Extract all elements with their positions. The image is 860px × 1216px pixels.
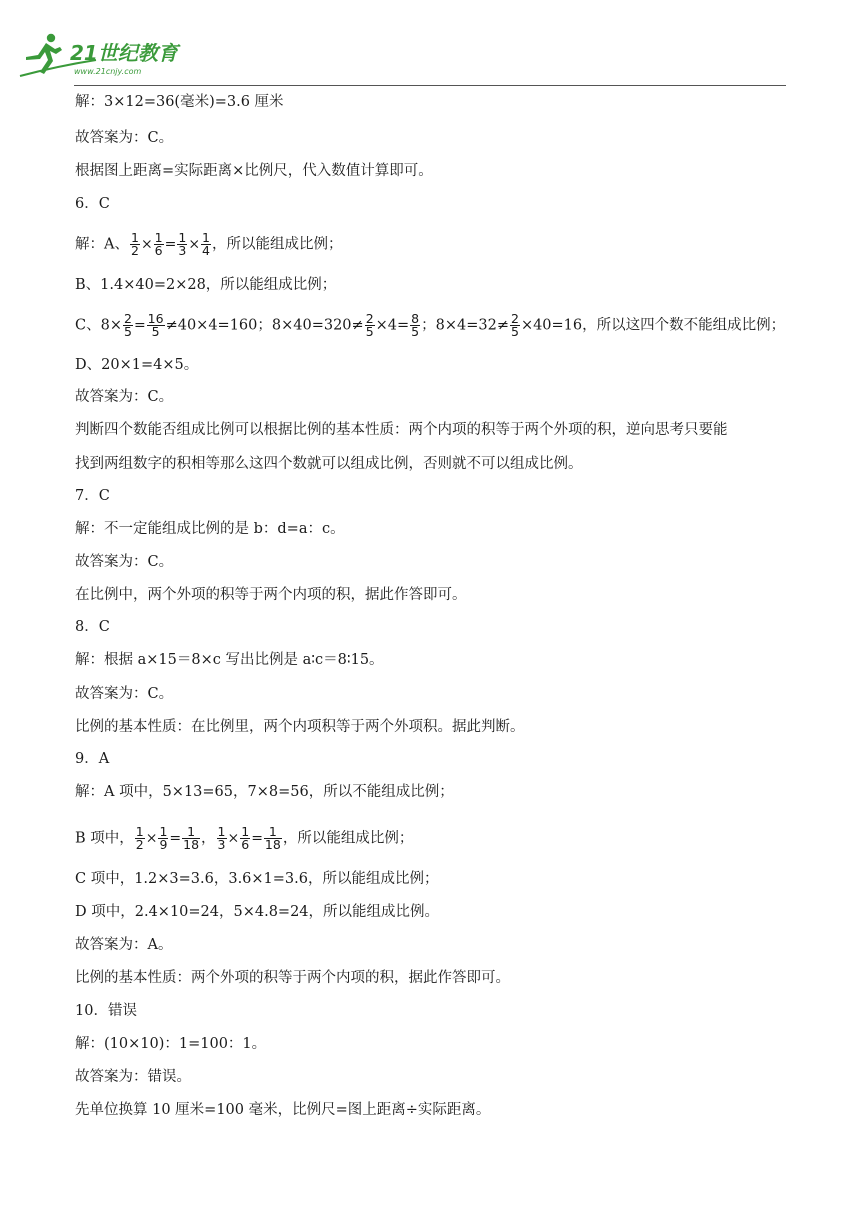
text-line: 故答案为：C。 [75, 554, 174, 570]
denominator: 5 [151, 324, 160, 339]
text-line: D、20×1=4×5。 [75, 357, 199, 373]
text-line: 解：根据 a×15＝8×c 写出比例是 a∶c＝8∶15。 [75, 652, 384, 668]
logo-url: www.21cnjy.com [74, 67, 142, 76]
fraction [135, 826, 145, 851]
fraction [182, 826, 200, 851]
fraction [510, 313, 520, 338]
numerator: 2 [123, 311, 132, 326]
numerator: 1 [182, 826, 200, 839]
denominator: 18 [264, 837, 281, 852]
numerator: 1 [202, 230, 210, 245]
page-header [0, 0, 860, 88]
denominator: 5 [510, 324, 519, 339]
fraction [177, 232, 187, 257]
text-line: 故答案为：C。 [75, 389, 174, 405]
text-line: 判断四个数能否组成比例可以根据比例的基本性质：两个内项的积等于两个外项的积，逆向思考只要能 [75, 422, 728, 438]
numerator: 1 [159, 824, 168, 839]
text-line: 找到两组数字的积相等那么这四个数就可以组成比例，否则就不可以组成比例。 [75, 456, 583, 472]
denominator: 9 [159, 837, 168, 852]
text-line: 解：不一定能组成比例的是 b：d=a：c。 [75, 521, 345, 537]
denominator: 5 [123, 324, 132, 339]
denominator: 6 [154, 243, 163, 258]
denominator: 4 [202, 243, 210, 258]
operator: × [145, 830, 158, 847]
question-number: 6．C [75, 196, 110, 212]
text-line: D 项中，2.4×10=24，5×4.8=24，所以能组成比例。 [75, 904, 440, 920]
numerator: 2 [365, 311, 374, 326]
text-line: 故答案为：C。 [75, 686, 174, 702]
question-number: 10．错误 [75, 1003, 137, 1019]
fraction [123, 313, 133, 338]
denominator: 2 [135, 837, 144, 852]
numerator: 1 [130, 230, 139, 245]
text-fragment: ，所以能组成比例； [282, 830, 414, 847]
denominator: 3 [178, 243, 187, 258]
text-line: 解：3×12=36(毫米)=3.6 厘米 [75, 94, 284, 110]
denominator: 18 [183, 837, 200, 852]
text-line: 比例的基本性质：在比例里，两个内项积等于两个外项积。据此判断。 [75, 719, 525, 735]
text-fragment: ，所以能组成比例； [212, 236, 343, 253]
logo-text: 21世纪教育 [70, 41, 178, 65]
logo-21cnjy [18, 30, 198, 78]
operator: = [251, 830, 263, 847]
text-fragment: B 项中， [75, 830, 134, 847]
operator: × [227, 830, 240, 847]
math-line [75, 313, 785, 338]
text-fragment: ×40=16，所以这四个数不能组成比例； [520, 317, 786, 334]
question-number: 9．A [75, 751, 110, 767]
header-divider [74, 85, 786, 86]
text-line: 根据图上距离=实际距离×比例尺，代入数值计算即可。 [75, 163, 433, 179]
text-line: 在比例中，两个外项的积等于两个内项的积，据此作答即可。 [75, 587, 467, 603]
fraction [147, 313, 165, 338]
text-line: 解：(10×10)：1=100：1。 [75, 1036, 267, 1052]
operator: = [133, 317, 146, 334]
operator: = [164, 236, 177, 253]
text-fragment: ×4= [375, 317, 410, 334]
numerator: 8 [411, 311, 420, 326]
numerator: 2 [510, 311, 519, 326]
text-line: 先单位换算 10 厘米=100 毫米，比例尺=图上距离÷实际距离。 [75, 1102, 491, 1118]
text-fragment: C、8× [75, 317, 122, 334]
operator: × [140, 236, 153, 253]
fraction [410, 313, 420, 338]
text-line: 解：A 项中，5×13=65，7×8=56，所以不能组成比例； [75, 784, 454, 800]
text-fragment: ；8×4=32≠ [421, 317, 509, 334]
fraction [240, 826, 250, 851]
text-fragment: 解：A、 [75, 236, 129, 253]
text-line: 故答案为：错误。 [75, 1069, 191, 1085]
text-fragment: ， [201, 830, 216, 847]
denominator: 3 [217, 837, 226, 852]
fraction [158, 826, 168, 851]
text-fragment: ≠40×4=160；8×40=320≠ [165, 317, 364, 334]
numerator: 1 [217, 824, 226, 839]
numerator: 1 [241, 824, 250, 839]
math-line [75, 232, 343, 257]
fraction [154, 232, 164, 257]
operator: × [188, 236, 201, 253]
denominator: 6 [241, 837, 250, 852]
numerator: 1 [135, 824, 144, 839]
fraction [365, 313, 375, 338]
numerator: 1 [264, 826, 282, 839]
operator: = [169, 830, 182, 847]
numerator: 1 [154, 230, 163, 245]
text-line: 故答案为：C。 [75, 130, 174, 146]
text-line: 故答案为：A。 [75, 937, 173, 953]
fraction [201, 232, 211, 257]
math-line [75, 826, 413, 851]
question-number: 7．C [75, 488, 110, 504]
fraction [264, 826, 282, 851]
text-line: 比例的基本性质：两个外项的积等于两个内项的积，据此作答即可。 [75, 970, 510, 986]
numerator: 16 [147, 311, 164, 326]
question-number: 8．C [75, 619, 110, 635]
text-line: B、1.4×40=2×28，所以能组成比例； [75, 277, 337, 293]
denominator: 5 [365, 324, 374, 339]
fraction [217, 826, 227, 851]
fraction [130, 232, 140, 257]
text-line: C 项中，1.2×3=3.6，3.6×1=3.6，所以能组成比例； [75, 871, 439, 887]
denominator: 2 [130, 243, 139, 258]
denominator: 5 [411, 324, 420, 339]
numerator: 1 [178, 230, 187, 245]
